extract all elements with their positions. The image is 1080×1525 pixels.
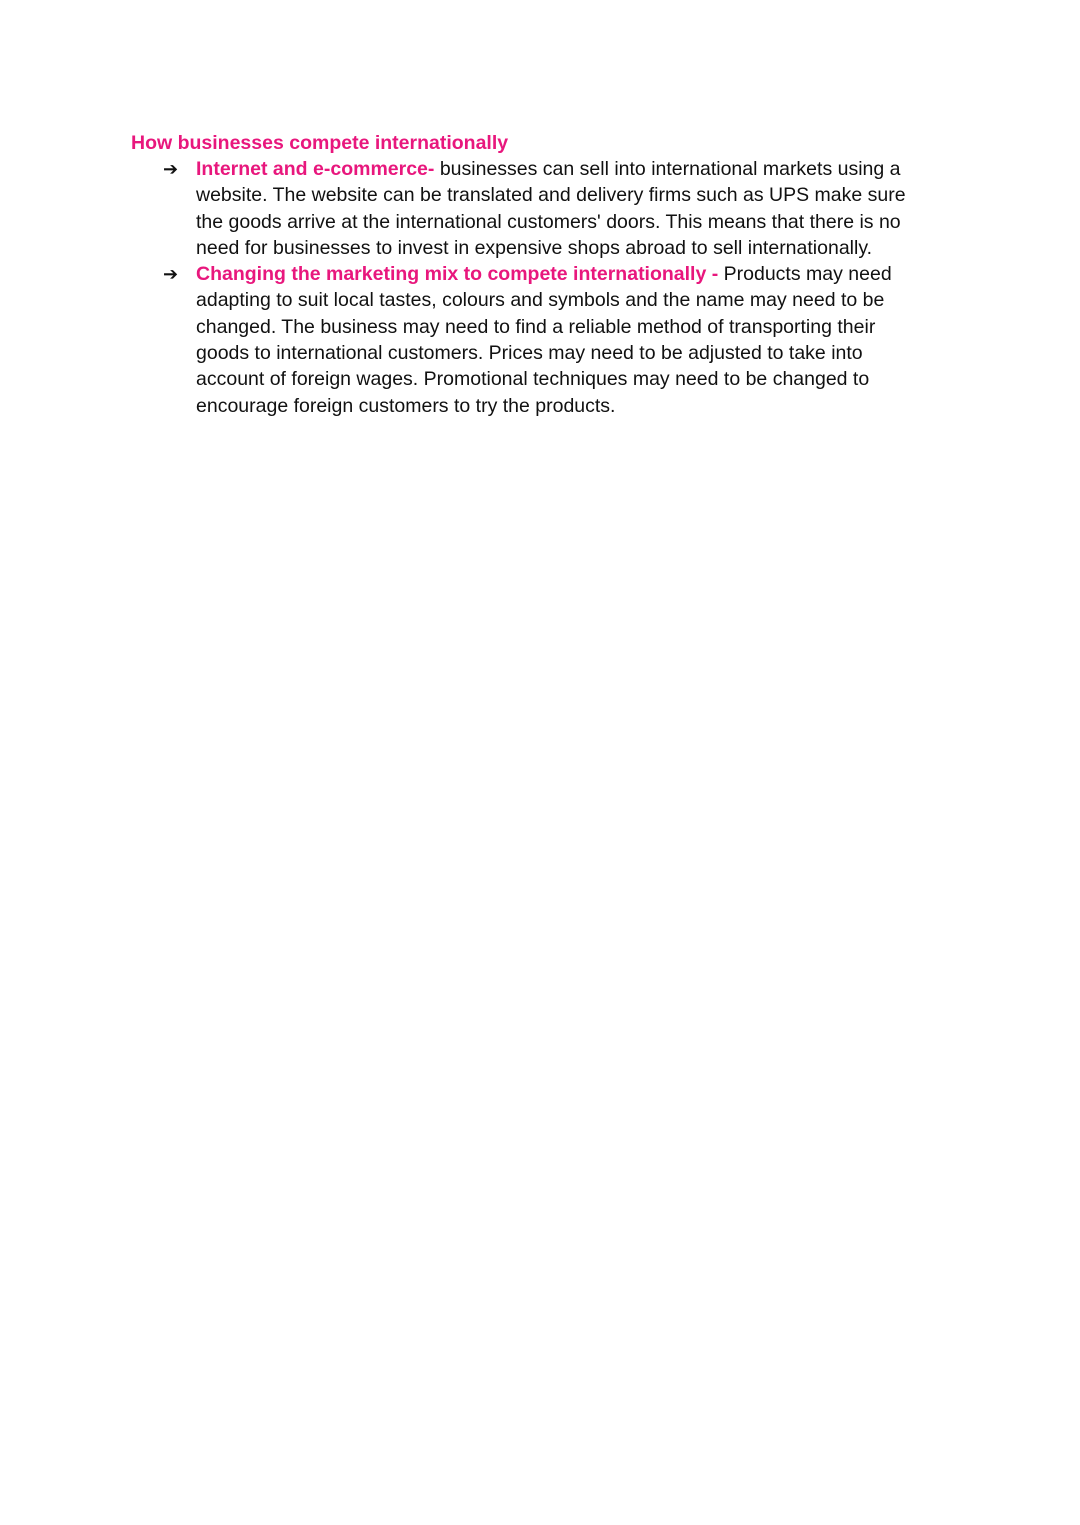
arrow-right-icon: ➔ bbox=[163, 264, 179, 285]
bullet-list bbox=[131, 156, 931, 419]
item-term: Changing the marketing mix to compete internationally - bbox=[196, 263, 719, 286]
section-heading: How businesses compete internationally bbox=[131, 132, 509, 154]
arrow-right-icon: ➔ bbox=[163, 159, 179, 179]
document-page bbox=[131, 130, 931, 419]
list-item bbox=[131, 156, 931, 261]
item-term: Internet and e-commerce- bbox=[196, 158, 435, 180]
item-text: Products may need adapting to suit local tastes, colours and symbols and the name may need to be changed. The business may need to find a reliable method of transporting their goods to international customers. Prices may need to be adjusted to take into account of foreign wages. Promotional techniques may need to be changed to encourage foreign customers to try the products. bbox=[196, 263, 892, 417]
item-text: businesses can sell into international markets using a website. The website can be translated and delivery firms such as UPS make sure the goods arrive at the international customers' doors. This means that there is no need for businesses to invest in expensive shops abroad to sell internationally. bbox=[196, 158, 906, 259]
list-item bbox=[131, 261, 931, 419]
